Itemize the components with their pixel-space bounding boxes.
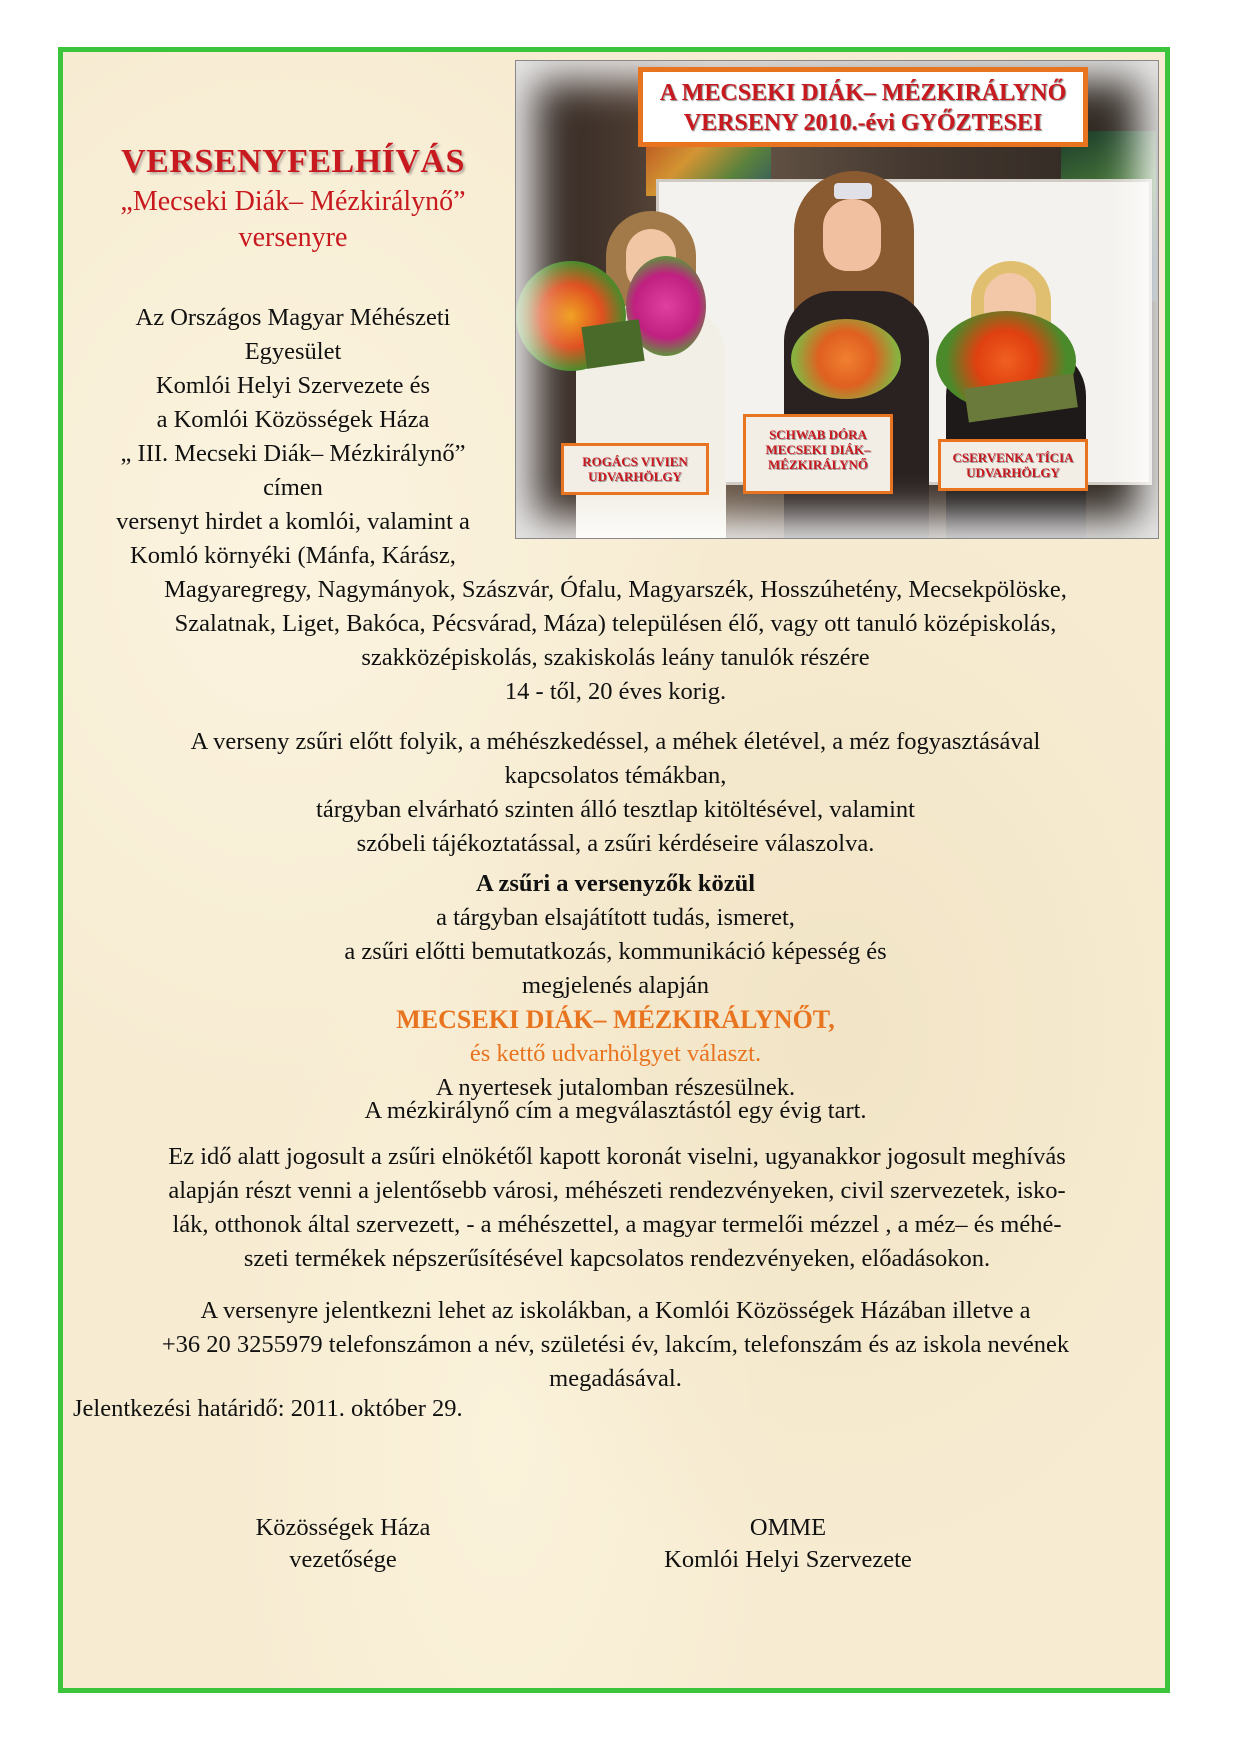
selection-criteria: [73, 867, 1158, 1105]
page-title: VERSENYFELHÍVÁS: [121, 143, 465, 180]
label-left-title: UDVARHÖLGY: [588, 469, 682, 484]
label-middle-title1: MECSEKI DIÁK–: [765, 442, 871, 457]
label-right-title: UDVARHÖLGY: [966, 465, 1060, 480]
text-line: a Komlói Közösségek Háza: [156, 406, 430, 433]
label-left-name: ROGÁCS VIVIEN: [582, 454, 688, 469]
signature-right-line1: OMME: [749, 1514, 827, 1541]
winners-photo: [515, 60, 1159, 539]
label-middle-name: SCHWAB DÓRA: [769, 427, 867, 442]
text-line: tárgyban elvárható szinten álló tesztlap kitöltésével, valamint: [316, 796, 915, 823]
text-line: Komlói Helyi Szervezete és: [155, 372, 431, 399]
text-line: Ez idő alatt jogosult a zsűri elnökétől kapott koronát viselni, ugyanakkor jogosult meghívás: [168, 1143, 1066, 1170]
text-line: A verseny zsűri előtt folyik, a méhészkedéssel, a méhek életével, a méz fogyasztásával: [190, 728, 1041, 755]
intro-left: [63, 301, 523, 573]
signature-left-line2: vezetősége: [289, 1546, 397, 1573]
text-line: szóbeli tájékoztatással, a zsűri kérdéseire válaszolva.: [356, 830, 875, 857]
text-line: A versenyre jelentkezni lehet az iskolákban, a Komlói Közösségek Házában illetve a: [200, 1297, 1031, 1324]
maids-text: és kettő udvarhölgyet választ.: [469, 1040, 762, 1067]
subtitle-line2: versenyre: [238, 222, 348, 253]
title-duration: A mézkirálynő cím a megválasztástól egy évig tart.: [364, 1097, 867, 1124]
text-line: 14 - től, 20 éves korig.: [504, 678, 727, 705]
criteria-heading: A zsűri a versenyzők közül: [475, 870, 756, 897]
text-line: lák, otthonok által szervezett, - a méhészettel, a magyar termelői mézzel , a méz– és méhé-: [172, 1211, 1062, 1238]
page-frame: [58, 47, 1170, 1693]
intro-full: [73, 573, 1158, 709]
text-line: címen: [263, 474, 323, 501]
signature-left-line1: Közösségek Háza: [255, 1514, 431, 1541]
text-line: versenyt hirdet a komlói, valamint a: [116, 508, 470, 535]
jury-description: [73, 725, 1158, 861]
label-middle: [743, 414, 893, 494]
label-middle-title2: MÉZKIRÁLYNŐ: [768, 457, 868, 472]
photo-header: [638, 67, 1088, 147]
label-right-name: CSERVENKA TÍCIA: [952, 450, 1074, 465]
text-line: szakközépiskolás, szakiskolás leány tanulók részére: [361, 644, 870, 671]
text-line: „ III. Mecseki Diák– Mézkirálynő”: [120, 440, 466, 467]
subtitle-line1: „Mecseki Diák– Mézkirálynő”: [120, 186, 466, 217]
text-line: megjelenés alapján: [521, 972, 710, 999]
text-line: A nyertesek jutalomban részesülnek.: [435, 1074, 796, 1101]
signature-right-line2: Komlói Helyi Szervezete: [664, 1546, 912, 1573]
text-line: a zsűri előtti bemutatkozás, kommunikáció képesség és: [344, 938, 887, 965]
label-right: [938, 439, 1088, 491]
signature-left: [213, 1512, 473, 1576]
deadline: Jelentkezési határidő: 2011. október 29.: [73, 1395, 463, 1422]
text-line: Az Országos Magyar Méhészeti: [135, 304, 451, 331]
text-line: szeti termékek népszerűsítésével kapcsolatos rendezvényeken, előadásokon.: [243, 1245, 991, 1272]
rights-paragraph: [81, 1140, 1153, 1276]
text-line: a tárgyban elsajátított tudás, ismeret,: [436, 904, 795, 931]
text-line: kapcsolatos témákban,: [504, 762, 727, 789]
text-line: +36 20 3255979 telefonszámon a név, születési év, lakcím, telefonszám és az iskola nevének: [161, 1331, 1070, 1358]
text-line: alapján részt venni a jelentősebb városi, méhészeti rendezvényeken, civil szervezetek, isko-: [168, 1177, 1066, 1204]
photo-header-line1: A MECSEKI DIÁK– MÉZKIRÁLYNŐ: [659, 80, 1067, 106]
text-line: Komló környéki (Mánfa, Kárász,: [130, 542, 456, 569]
text-line: Egyesület: [244, 338, 342, 365]
photo-header-line2: VERSENY 2010.-évi GYŐZTESEI: [683, 110, 1043, 136]
text-line: Szalatnak, Liget, Bakóca, Pécsvárad, Máza) településen élő, vagy ott tanuló középiskolás,: [174, 610, 1057, 637]
queen-title: MECSEKI DIÁK– MÉZKIRÁLYNŐT,: [396, 1005, 835, 1034]
text-line: megadásával.: [549, 1365, 682, 1392]
registration-info: [73, 1294, 1158, 1396]
signature-right: [628, 1512, 948, 1576]
text-line: Magyaregregy, Nagymányok, Szászvár, Ófalu, Magyarszék, Hosszúhetény, Mecsekpölöske,: [164, 576, 1067, 603]
label-left: [561, 443, 709, 495]
